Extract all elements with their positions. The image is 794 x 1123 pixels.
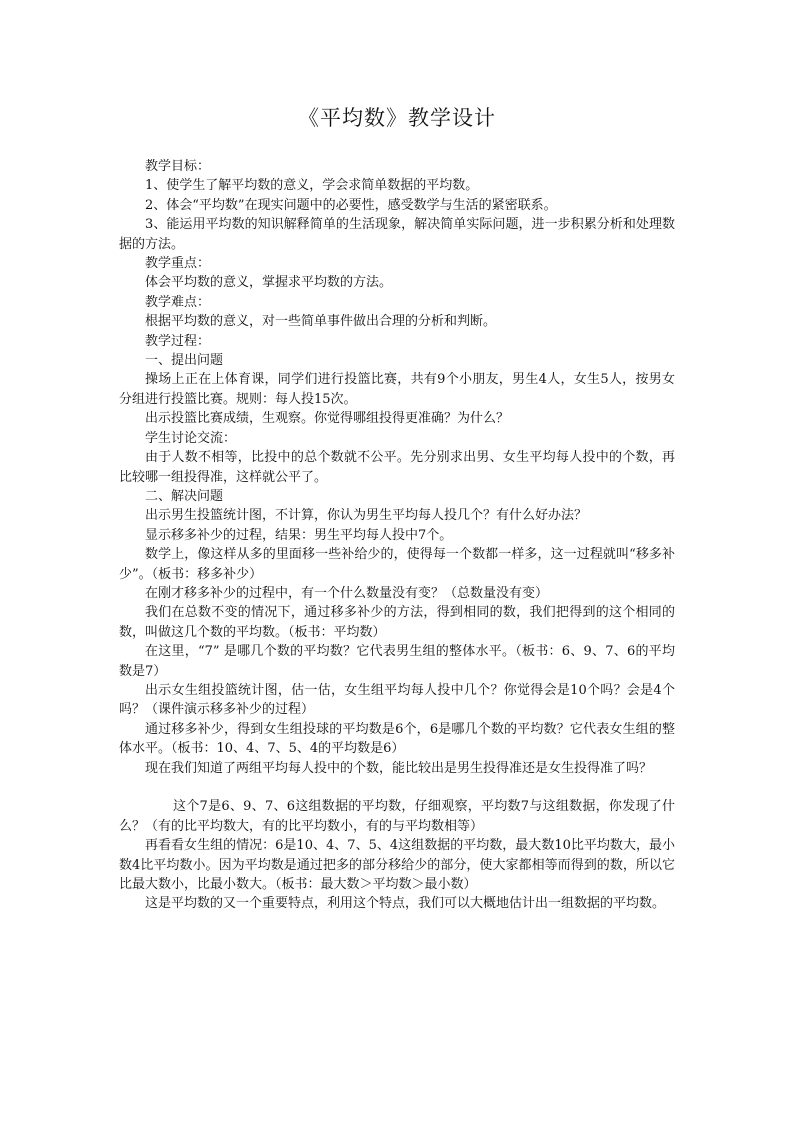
body-paragraph: 出示投篮比赛成绩，生观察。你觉得哪组投得更准确？为什么？ [145,411,510,427]
body-paragraph: 显示移多补少的过程，结果：男生平均每人投中7个。 [145,527,453,543]
key-point-text: 体会平均数的意义，掌握求平均数的方法。 [145,275,393,291]
body-paragraph: 我们在总数不变的情况下，通过移多补少的方法，得到相同的数，我们把得到的这个相同的数，叫做这几个数的平均数。（板书：平均数） [119,605,675,640]
body-paragraph: 在这里，“7” 是哪几个数的平均数？它代表男生组的整体水平。（板书：6、9、7、6的平均数是7） [119,644,675,679]
objective-item: 1、使学生了解平均数的意义，学会求简单数据的平均数。 [145,178,479,194]
section-heading-key-points: 教学重点： [145,256,211,272]
body-paragraph: 这是平均数的又一个重要特点，利用这个特点，我们可以大概地估计出一组数据的平均数。 [145,896,666,912]
body-paragraph: 学生讨论交流： [145,430,237,446]
section-heading-objectives: 教学目标： [145,159,211,174]
document-title: 《平均数》教学设计 [298,106,496,130]
difficulty-text: 根据平均数的意义，对一些简单事件做出合理的分析和判断。 [145,314,497,330]
subsection-heading: 一、提出问题 [145,353,224,369]
section-heading-difficulties: 教学难点： [145,294,211,310]
blank-line [119,778,675,797]
body-paragraph: 现在我们知道了两组平均每人投中的个数，能比较出是男生投得准还是女生投得准了吗？ [145,760,653,776]
body-paragraph: 由于人数不相等，比投中的总个数就不公平。先分别求出男、女生平均每人投中的个数，再比较哪一组投得准，这样就公平了。 [119,450,675,485]
body-paragraph: 这个7是6、9、7、6这组数据的平均数，仔细观察，平均数7与这组数据，你发现了什么？（有的比平均数大，有的比平均数小，有的与平均数相等） [119,799,675,834]
body-paragraph: 出示女生组投篮统计图，估一估，女生组平均每人投中几个？你觉得会是10个吗？会是4个吗？（课件演示移多补少的过程） [119,682,675,718]
body-paragraph: 出示男生投篮统计图，不计算，你认为男生平均每人投几个？有什么好办法？ [145,508,588,524]
section-heading-process: 教学过程： [145,333,211,349]
subsection-heading: 二、解决问题 [145,488,224,504]
body-paragraph: 再看看女生组的情况：6是10、4、7、5、4这组数据的平均数，最大数10比平均数大，最小数4比平均数小。因为平均数是通过把多的部分移给少的部分，使大家都相等而得到的数，所以它比最大数小，比最小数大。（板书：最大数＞平均数＞最小数） [119,838,675,893]
body-paragraph: 通过移多补少，得到女生组投球的平均数是6个，6是哪几个数的平均数？它代表女生组的整体水平。（板书：10、4、7、5、4的平均数是6） [119,721,675,757]
body-paragraph: 操场上正在上体育课，同学们进行投篮比赛，共有9个小朋友，男生4人，女生5人，按男女分组进行投篮比赛。规则：每人投15次。 [119,372,675,407]
objective-item: 2、体会“平均数”在现实问题中的必要性，感受数学与生活的紧密联系。 [145,197,557,213]
body-paragraph: 在刚才移多补少的过程中，有一个什么数量没有变？（总数量没有变） [145,585,549,601]
objective-item: 3、能运用平均数的知识解释简单的生活现象，解决简单实际问题，进一步积累分析和处理数据的方法。 [119,217,675,252]
body-paragraph: 数学上，像这样从多的里面移一些补给少的，使得每一个数都一样多，这一过程就叫“移多补少”。（板书：移多补少） [119,547,675,582]
document-body [119,157,675,914]
